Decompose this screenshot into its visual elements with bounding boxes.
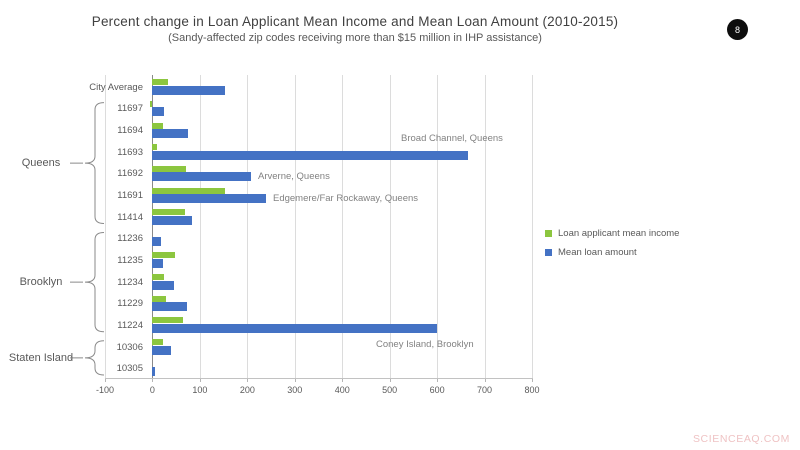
bar-mean-loan-amount: [152, 281, 173, 290]
annotation: Edgemere/Far Rockaway, Queens: [273, 193, 419, 204]
bar-mean-loan-amount: [152, 302, 187, 311]
gridline: [485, 75, 486, 378]
bar-mean-loan-amount: [152, 172, 250, 181]
x-axis-label: 700: [477, 385, 493, 395]
bar-mean-loan-amount: [152, 216, 192, 225]
category-label: 11694: [117, 125, 143, 137]
bar-loan-applicant-mean-income: [152, 209, 184, 215]
legend-swatch: [545, 230, 552, 237]
group-label-staten-island: Staten Island: [8, 351, 74, 364]
bar-loan-applicant-mean-income: [152, 274, 163, 280]
bar-loan-applicant-mean-income: [150, 101, 152, 107]
category-label: 11235: [117, 254, 143, 266]
legend-label: Mean loan amount: [558, 247, 637, 258]
x-axis-label: 200: [239, 385, 255, 395]
category-label: 11236: [117, 233, 143, 245]
gridline: [105, 75, 106, 378]
bar-mean-loan-amount: [152, 151, 468, 160]
category-label: 11691: [117, 190, 143, 202]
legend-item: [545, 228, 679, 239]
group-brace: [70, 103, 104, 224]
legend-swatch: [545, 249, 552, 256]
category-label: 11229: [117, 298, 143, 310]
bar-loan-applicant-mean-income: [152, 188, 225, 194]
bar-loan-applicant-mean-income: [152, 166, 186, 172]
chart-subtitle: (Sandy-affected zip codes receiving more than $15 million in IHP assistance): [168, 32, 542, 44]
group-label-brooklyn: Brooklyn: [19, 276, 63, 289]
title-block: [20, 14, 690, 44]
bar-mean-loan-amount: [152, 259, 162, 268]
x-axis-label: 100: [192, 385, 208, 395]
bar-mean-loan-amount: [152, 129, 188, 138]
chart-title: Percent change in Loan Applicant Mean Income and Mean Loan Amount (2010-2015): [91, 14, 619, 29]
x-axis-label: -100: [95, 385, 115, 395]
bar-mean-loan-amount: [152, 346, 171, 355]
annotation: Coney Island, Brooklyn: [376, 339, 474, 350]
annotation: Arverne, Queens: [258, 171, 330, 182]
annotation: Broad Channel, Queens: [401, 133, 503, 144]
page-number-badge: 8: [727, 19, 748, 40]
x-axis-label: 300: [287, 385, 303, 395]
bar-mean-loan-amount: [152, 237, 160, 246]
bar-loan-applicant-mean-income: [152, 339, 162, 345]
x-axis-label: 0: [149, 385, 155, 395]
category-label: 11234: [117, 276, 143, 288]
x-axis-label: 400: [334, 385, 350, 395]
gridline: [437, 75, 438, 378]
category-label: 11224: [117, 319, 143, 331]
bar-mean-loan-amount: [152, 86, 224, 95]
group-label-queens: Queens: [21, 157, 61, 170]
watermark: SCIENCEAQ.COM: [692, 433, 790, 445]
plot-area: [105, 75, 532, 378]
legend-item: [545, 247, 679, 258]
bar-loan-applicant-mean-income: [152, 296, 166, 302]
category-label: 10305: [116, 363, 143, 375]
category-label: 11414: [117, 211, 143, 223]
category-label: 11692: [117, 168, 143, 180]
bar-loan-applicant-mean-income: [152, 317, 182, 323]
x-axis-label: 800: [524, 385, 540, 395]
bar-mean-loan-amount: [152, 194, 266, 203]
bar-loan-applicant-mean-income: [152, 123, 162, 129]
x-axis-label: 600: [429, 385, 445, 395]
bar-mean-loan-amount: [152, 367, 154, 376]
bar-loan-applicant-mean-income: [152, 252, 175, 258]
gridline: [532, 75, 533, 378]
category-label: 11697: [117, 103, 143, 115]
category-label: 11693: [117, 146, 143, 158]
category-label: 10306: [116, 341, 143, 353]
value-axis-line: [105, 378, 533, 379]
x-axis-label: 500: [382, 385, 398, 395]
legend-label: Loan applicant mean income: [558, 228, 680, 239]
bar-mean-loan-amount: [152, 324, 437, 333]
bar-loan-applicant-mean-income: [152, 79, 167, 85]
legend: [545, 228, 679, 266]
bar-mean-loan-amount: [152, 107, 164, 116]
category-label: City Average: [89, 81, 143, 93]
bar-loan-applicant-mean-income: [152, 144, 157, 150]
